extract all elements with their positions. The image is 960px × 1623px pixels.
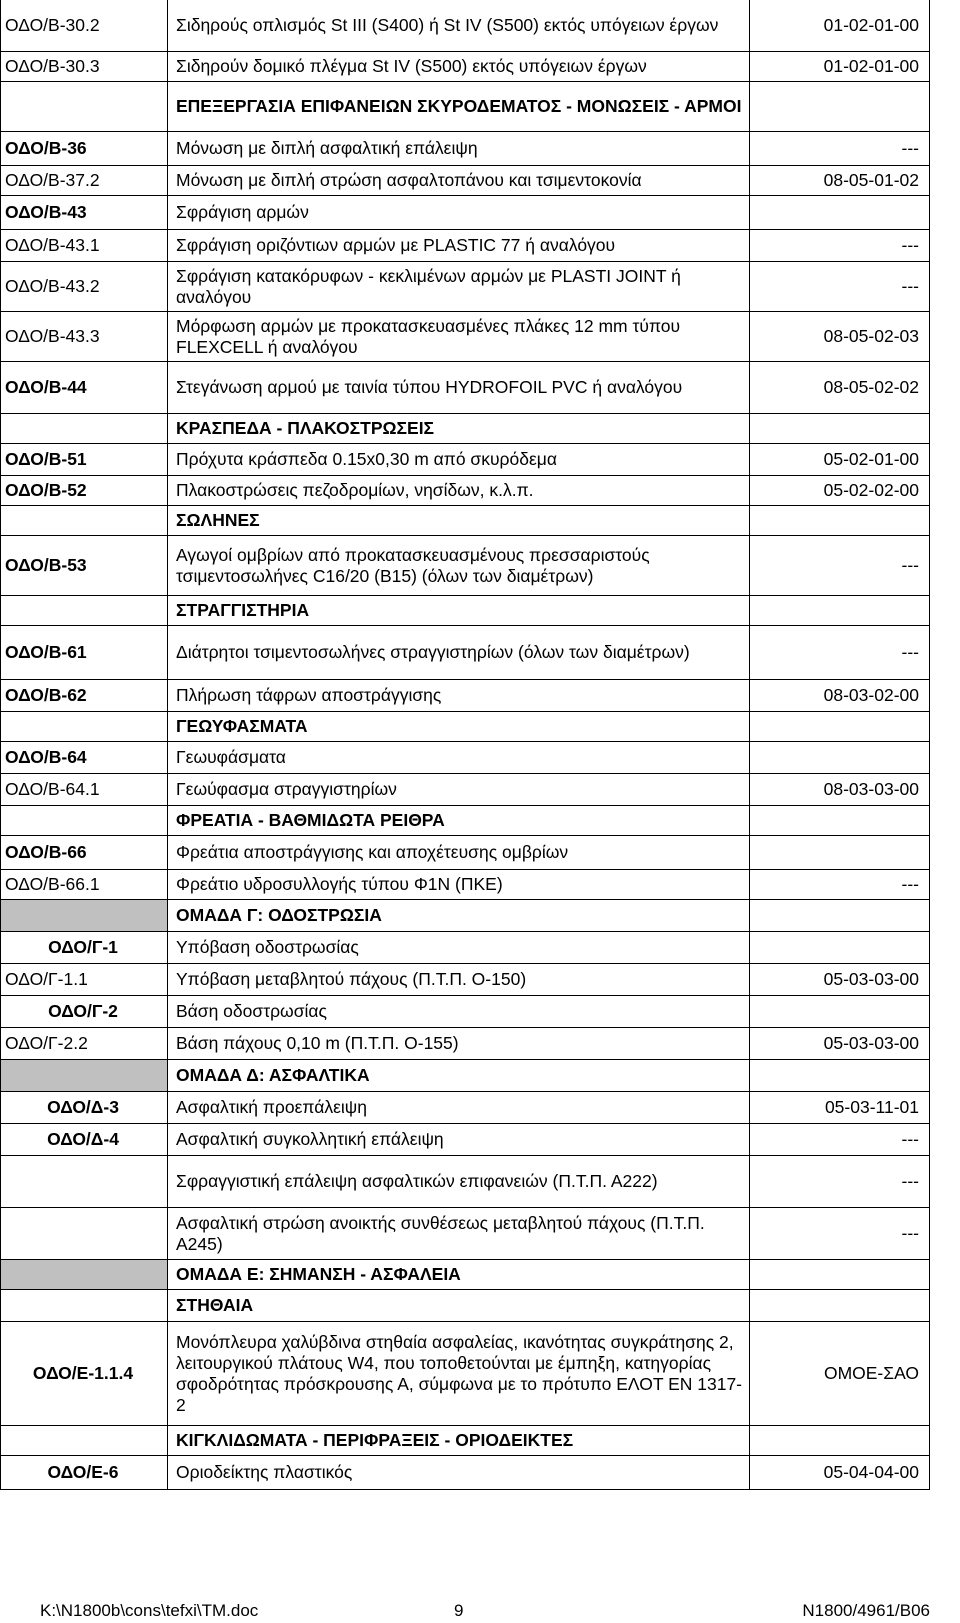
reference-code (750, 932, 930, 963)
item-description: Υπόβαση μεταβλητού πάχους (Π.Τ.Π. Ο-150) (168, 964, 750, 995)
reference-code (750, 506, 930, 535)
item-description: Οριοδείκτης πλαστικός (168, 1456, 750, 1489)
item-code: ΟΔΟ/Β-43.2 (0, 262, 168, 311)
table-row (0, 626, 930, 680)
item-description: Σιδηρούς οπλισμός St III (S400) ή St IV (S500) εκτός υπόγειων έργων (168, 0, 750, 51)
item-code: ΟΔΟ/Ε-1.1.4 (0, 1322, 168, 1425)
item-code (0, 712, 168, 741)
table-row (0, 506, 930, 536)
reference-code: 05-02-02-00 (750, 476, 930, 505)
item-description: Φρεάτια αποστράγγισης και αποχέτευσης ομβρίων (168, 836, 750, 869)
item-code: ΟΔΟ/Β-43 (0, 196, 168, 229)
table-row (0, 312, 930, 362)
item-code: ΟΔΟ/Δ-4 (0, 1124, 168, 1155)
table-row (0, 1208, 930, 1260)
item-code: ΟΔΟ/Β-64.1 (0, 774, 168, 805)
table-row (0, 712, 930, 742)
table-row (0, 196, 930, 230)
reference-code: 08-05-01-02 (750, 166, 930, 195)
item-description: Σφράγιση κατακόρυφων - κεκλιμένων αρμών με PLASTI JOINT ή αναλόγου (168, 262, 750, 311)
table-row (0, 1260, 930, 1290)
item-description: Μόνωση με διπλή ασφαλτική επάλειψη (168, 132, 750, 165)
footer-file-path: K:\N1800b\cons\tefxi\TM.doc (40, 1601, 259, 1620)
table-row (0, 0, 930, 52)
section-heading: ΚΙΓΚΛΙΔΩΜΑΤΑ - ΠΕΡΙΦΡΑΞΕΙΣ - ΟΡΙΟΔΕΙΚΤΕΣ (168, 1426, 750, 1455)
item-description: Βάση πάχους 0,10 m (Π.Τ.Π. Ο-155) (168, 1028, 750, 1059)
reference-code: --- (750, 536, 930, 595)
item-code: ΟΔΟ/Γ-2 (0, 996, 168, 1027)
table-row (0, 1092, 930, 1124)
table-row (0, 444, 930, 476)
item-description: Μόρφωση αρμών με προκατασκευασμένες πλάκες 12 mm τύπου FLEXCELL ή αναλόγου (168, 312, 750, 361)
item-description: Σφράγιση αρμών (168, 196, 750, 229)
item-code: ΟΔΟ/Β-64 (0, 742, 168, 773)
reference-code: 05-03-03-00 (750, 1028, 930, 1059)
item-code: ΟΔΟ/Β-61 (0, 626, 168, 679)
reference-code: 08-05-02-02 (750, 362, 930, 413)
reference-code: --- (750, 626, 930, 679)
item-code: ΟΔΟ/Ε-6 (0, 1456, 168, 1489)
item-code: ΟΔΟ/Β-30.2 (0, 0, 168, 51)
reference-code (750, 1290, 930, 1321)
reference-code (750, 196, 930, 229)
reference-code (750, 900, 930, 931)
item-description: Στεγάνωση αρμού με ταινία τύπου HYDROFOIL PVC ή αναλόγου (168, 362, 750, 413)
table-row (0, 52, 930, 82)
item-code (0, 1426, 168, 1455)
reference-code (750, 1426, 930, 1455)
table-row (0, 536, 930, 596)
reference-code (750, 836, 930, 869)
table-row (0, 1456, 930, 1490)
reference-code (750, 82, 930, 131)
table-row (0, 870, 930, 900)
section-heading: ΚΡΑΣΠΕΔΑ - ΠΛΑΚΟΣΤΡΩΣΕΙΣ (168, 414, 750, 443)
table-row (0, 1028, 930, 1060)
footer-page-number: 9 (454, 1601, 464, 1620)
item-code: ΟΔΟ/Β-62 (0, 680, 168, 711)
section-heading: ΟΜΑΔΑ Γ: ΟΔΟΣΤΡΩΣΙΑ (168, 900, 750, 931)
item-code: ΟΔΟ/Β-30.3 (0, 52, 168, 81)
item-code (0, 506, 168, 535)
item-code (0, 806, 168, 835)
table-row (0, 900, 930, 932)
table-row (0, 996, 930, 1028)
table-row (0, 680, 930, 712)
item-description: Μονόπλευρα χαλύβδινα στηθαία ασφαλείας, ικανότητας συγκράτησης 2, λειτουργικού πλάτους W4, που τοποθετούνται με έμπηξη, κατηγορίας σφοδρότητας πρόσκρουσης Α, σύμφωνα με το πρότυπο ΕΛΟΤ ΕΝ 1317-2 (168, 1322, 750, 1425)
item-code: ΟΔΟ/Β-36 (0, 132, 168, 165)
reference-code: --- (750, 1156, 930, 1207)
reference-code: --- (750, 1208, 930, 1259)
item-description: Διάτρητοι τσιμεντοσωλήνες στραγγιστηρίων (όλων των διαμέτρων) (168, 626, 750, 679)
reference-code: 05-02-01-00 (750, 444, 930, 475)
section-heading: ΣΩΛΗΝΕΣ (168, 506, 750, 535)
item-description: Υπόβαση οδοστρωσίας (168, 932, 750, 963)
table-row (0, 230, 930, 262)
table-row (0, 806, 930, 836)
reference-code (750, 996, 930, 1027)
page-footer (40, 1601, 930, 1623)
item-code: ΟΔΟ/Δ-3 (0, 1092, 168, 1123)
table-row (0, 1124, 930, 1156)
reference-code: --- (750, 1124, 930, 1155)
item-code (0, 900, 168, 931)
reference-code: 05-04-04-00 (750, 1456, 930, 1489)
table-row (0, 132, 930, 166)
table-row (0, 362, 930, 414)
item-description: Ασφαλτική συγκολλητική επάλειψη (168, 1124, 750, 1155)
reference-code (750, 1260, 930, 1289)
section-heading: ΣΤΗΘΑΙΑ (168, 1290, 750, 1321)
table-row (0, 596, 930, 626)
item-description: Αγωγοί ομβρίων από προκατασκευασμένους πρεσσαριστούς τσιμεντοσωλήνες C16/20 (Β15) (όλων των διαμέτρων) (168, 536, 750, 595)
item-description: Πρόχυτα κράσπεδα 0.15x0,30 m από σκυρόδεμα (168, 444, 750, 475)
reference-code: 01-02-01-00 (750, 0, 930, 51)
section-heading: ΦΡΕΑΤΙΑ - ΒΑΘΜΙΔΩΤΑ ΡΕΙΘΡΑ (168, 806, 750, 835)
item-code (0, 1208, 168, 1259)
reference-code: 05-03-03-00 (750, 964, 930, 995)
reference-code: 08-05-02-03 (750, 312, 930, 361)
item-code (0, 82, 168, 131)
table-row (0, 476, 930, 506)
section-heading: ΟΜΑΔΑ Δ: ΑΣΦΑΛΤΙΚΑ (168, 1060, 750, 1091)
reference-code (750, 806, 930, 835)
footer-document-reference: N1800/4961/B06 (802, 1601, 930, 1620)
table-row (0, 82, 930, 132)
section-heading: ΓΕΩΥΦΑΣΜΑΤΑ (168, 712, 750, 741)
section-heading: ΟΜΑΔΑ Ε: ΣΗΜΑΝΣΗ - ΑΣΦΑΛΕΙΑ (168, 1260, 750, 1289)
item-code (0, 596, 168, 625)
item-code: ΟΔΟ/Β-43.3 (0, 312, 168, 361)
reference-code: --- (750, 870, 930, 899)
reference-code: 05-03-11-01 (750, 1092, 930, 1123)
item-code (0, 1290, 168, 1321)
item-description: Σφραγγιστική επάλειψη ασφαλτικών επιφανειών (Π.Τ.Π. Α222) (168, 1156, 750, 1207)
item-code: ΟΔΟ/Γ-1.1 (0, 964, 168, 995)
table-row (0, 1156, 930, 1208)
item-description: Ασφαλτική προεπάλειψη (168, 1092, 750, 1123)
item-code (0, 1260, 168, 1289)
item-code (0, 1060, 168, 1091)
reference-code (750, 414, 930, 443)
item-description: Σφράγιση οριζόντιων αρμών με PLASTIC 77 ή αναλόγου (168, 230, 750, 261)
reference-code: --- (750, 132, 930, 165)
item-description: Μόνωση με διπλή στρώση ασφαλτοπάνου και τσιμεντοκονία (168, 166, 750, 195)
table-row (0, 932, 930, 964)
item-code: ΟΔΟ/Β-66 (0, 836, 168, 869)
item-description: Φρεάτιο υδροσυλλογής τύπου Φ1Ν (ΠΚΕ) (168, 870, 750, 899)
item-description: Πλήρωση τάφρων αποστράγγισης (168, 680, 750, 711)
item-code: ΟΔΟ/Β-66.1 (0, 870, 168, 899)
item-code: ΟΔΟ/Β-52 (0, 476, 168, 505)
table-row (0, 1290, 930, 1322)
reference-code (750, 712, 930, 741)
item-description: Γεωυφάσματα (168, 742, 750, 773)
reference-code (750, 1060, 930, 1091)
table-row (0, 1426, 930, 1456)
reference-code: --- (750, 262, 930, 311)
item-code: ΟΔΟ/Γ-2.2 (0, 1028, 168, 1059)
reference-code: ΟΜΟΕ-ΣΑΟ (750, 1322, 930, 1425)
table-row (0, 1322, 930, 1426)
reference-code (750, 742, 930, 773)
item-code: ΟΔΟ/Β-53 (0, 536, 168, 595)
item-code: ΟΔΟ/Β-44 (0, 362, 168, 413)
section-heading: ΕΠΕΞΕΡΓΑΣΙΑ ΕΠΙΦΑΝΕΙΩΝ ΣΚΥΡΟΔΕΜΑΤΟΣ - ΜΟΝΩΣΕΙΣ - ΑΡΜΟΙ (168, 82, 750, 131)
section-heading: ΣΤΡΑΓΓΙΣΤΗΡΙΑ (168, 596, 750, 625)
item-code (0, 1156, 168, 1207)
item-description: Πλακοστρώσεις πεζοδρομίων, νησίδων, κ.λ.π. (168, 476, 750, 505)
item-code (0, 414, 168, 443)
item-description: Σιδηρούν δομικό πλέγμα St IV (S500) εκτός υπόγειων έργων (168, 52, 750, 81)
item-code: ΟΔΟ/Β-37.2 (0, 166, 168, 195)
reference-code: 01-02-01-00 (750, 52, 930, 81)
table-row (0, 414, 930, 444)
item-code: ΟΔΟ/Β-51 (0, 444, 168, 475)
table-row (0, 1060, 930, 1092)
item-description: Γεωύφασμα στραγγιστηρίων (168, 774, 750, 805)
item-description: Βάση οδοστρωσίας (168, 996, 750, 1027)
item-code: ΟΔΟ/Γ-1 (0, 932, 168, 963)
reference-code (750, 596, 930, 625)
table-row (0, 964, 930, 996)
reference-code: --- (750, 230, 930, 261)
item-description: Ασφαλτική στρώση ανοικτής συνθέσεως μεταβλητού πάχους (Π.Τ.Π. Α245) (168, 1208, 750, 1259)
table-row (0, 836, 930, 870)
item-code: ΟΔΟ/Β-43.1 (0, 230, 168, 261)
reference-code: 08-03-03-00 (750, 774, 930, 805)
reference-code: 08-03-02-00 (750, 680, 930, 711)
table-row (0, 742, 930, 774)
table-row (0, 166, 930, 196)
table-row (0, 774, 930, 806)
table-row (0, 262, 930, 312)
